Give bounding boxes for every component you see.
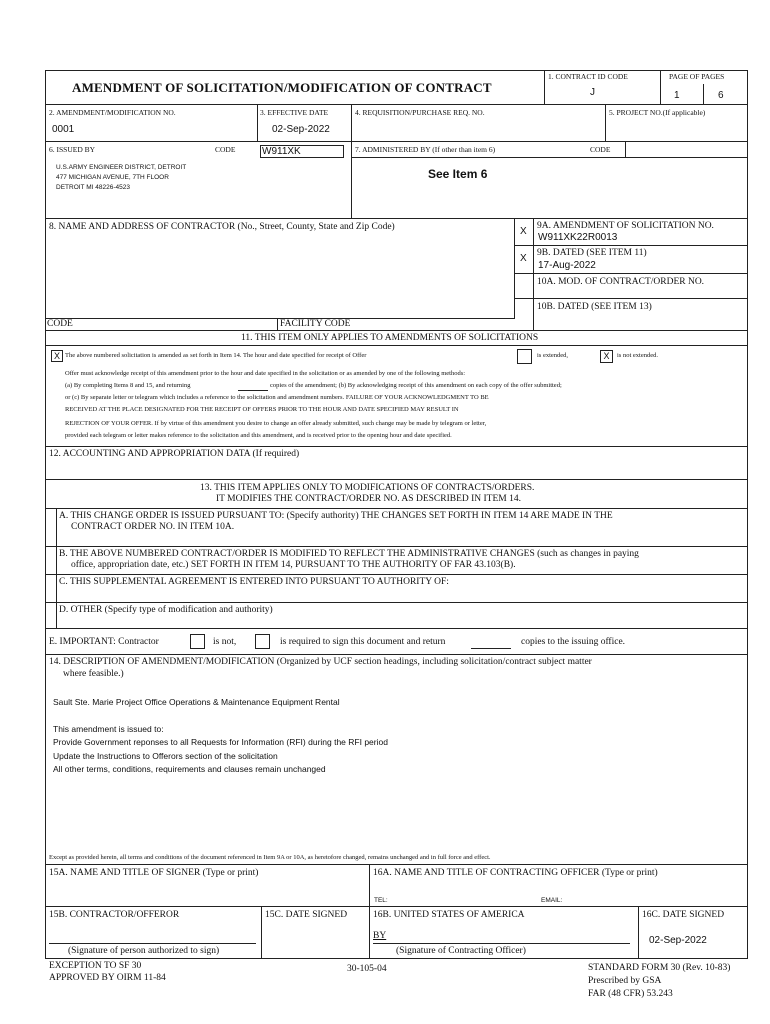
item-14-footer: Except as provided herein, all terms and conditions of the document referenced in Item 9A or 10A, as heretofore changed, remains unchanged and in full force and effect. xyxy=(49,854,491,861)
contractor-code-label: CODE xyxy=(47,319,73,329)
contract-id-value: J xyxy=(590,87,595,98)
issuer-address-line1: U.S.ARMY ENGINEER DISTRICT, DETROIT xyxy=(56,164,187,171)
amendment-no-label: 2. AMENDMENT/MODIFICATION NO. xyxy=(49,108,176,117)
contractor-address-label: 8. NAME AND ADDRESS OF CONTRACTOR (No., Street, County, State and Zip Code) xyxy=(49,222,395,232)
issuer-address-line3: DETROIT MI 48226-4523 xyxy=(56,184,130,191)
item-13b-line2: office, appropriation date, etc.) SET FORTH IN ITEM 14, PURSUANT TO THE AUTHORITY OF FAR 43.103(B). xyxy=(71,560,516,570)
item-13d: D. OTHER (Specify type of modification and authority) xyxy=(59,605,273,615)
item-11-line1: The above numbered solicitation is amended as set forth in Item 14. The hour and date specified for receipt of Offer xyxy=(65,352,367,359)
item-14-line3: Provide Government reponses to all Requests for Information (RFI) during the RFI period xyxy=(53,737,388,747)
item-11-p1: Offer must acknowledge receipt of this amendment prior to the hour and date specified in the solicitation or as amended by one of the following methods: xyxy=(65,370,466,377)
page-count: 6 xyxy=(718,90,724,101)
issued-by-code-value: W911XK xyxy=(260,145,344,158)
by-label: BY xyxy=(373,931,387,941)
issued-by-label: 6. ISSUED BY xyxy=(49,145,96,154)
page-number: 1 xyxy=(674,90,680,101)
item-9a-mark: X xyxy=(520,226,527,237)
item-11-p2b: copies of the amendment; (b) By acknowledging receipt of this amendment on each copy of the offer submitted; xyxy=(270,382,562,389)
item-11-p3: or (c) By separate letter or telegram which includes a reference to the solicitation and amendment numbers. FAILURE OF YOUR ACKNOWLEDGMENT TO BE xyxy=(65,394,489,401)
effective-date-label: 3. EFFECTIVE DATE xyxy=(260,108,329,117)
effective-date-value: 02-Sep-2022 xyxy=(272,124,330,135)
copies-label: copies to the issuing office. xyxy=(521,637,626,647)
item-9b-value: 17-Aug-2022 xyxy=(538,260,596,271)
item-10a-label: 10A. MOD. OF CONTRACT/ORDER NO. xyxy=(537,277,705,287)
item-15c-label: 15C. DATE SIGNED xyxy=(265,910,348,920)
amendment-no-value: 0001 xyxy=(52,124,75,135)
item-15a-label: 15A. NAME AND TITLE OF SIGNER (Type or print) xyxy=(49,868,259,878)
form-title: AMENDMENT OF SOLICITATION/MODIFICATION OF CONTRACT xyxy=(72,80,492,95)
officer-signature-caption: (Signature of Contracting Officer) xyxy=(396,946,526,956)
item-13-heading1: 13. THIS ITEM APPLIES ONLY TO MODIFICATIONS OF CONTRACTS/ORDERS. xyxy=(200,483,535,493)
item-11-checkbox[interactable]: X xyxy=(51,350,63,362)
item-11-p2a: (a) By completing Items 8 and 15, and returning xyxy=(65,382,191,389)
extended-label: is extended, xyxy=(537,352,569,359)
item-11-p6: provided each telegram or letter makes reference to the solicitation and this amendment, and is received prior to the opening hour and date specified. xyxy=(65,432,452,439)
project-no-label: 5. PROJECT NO.(If applicable) xyxy=(609,108,706,117)
item-e-label: E. IMPORTANT: Contractor xyxy=(49,637,159,647)
is-required-checkbox[interactable] xyxy=(255,634,270,649)
requisition-label: 4. REQUISITION/PURCHASE REQ. NO. xyxy=(355,108,485,117)
item-16c-label: 16C. DATE SIGNED xyxy=(642,910,725,920)
is-not-label: is not, xyxy=(213,637,237,647)
footer-far: FAR (48 CFR) 53.243 xyxy=(588,989,673,999)
contract-id-label: 1. CONTRACT ID CODE xyxy=(548,72,628,81)
issued-by-code-label: CODE xyxy=(215,145,236,154)
footer-approved: APPROVED BY OIRM 11-84 xyxy=(49,973,166,983)
item-12-label: 12. ACCOUNTING AND APPROPRIATION DATA (If required) xyxy=(49,449,300,459)
footer-standard-form: STANDARD FORM 30 (Rev. 10-83) xyxy=(588,963,731,973)
footer-exception: EXCEPTION TO SF 30 xyxy=(49,961,142,971)
item-13a-line2: CONTRACT ORDER NO. IN ITEM 10A. xyxy=(71,522,235,532)
item-14-line5: All other terms, conditions, requirements and clauses remain unchanged xyxy=(53,764,326,774)
not-extended-label: is not extended. xyxy=(617,352,658,359)
administered-by-value: See Item 6 xyxy=(428,167,488,181)
issuer-address-line2: 477 MICHIGAN AVENUE, 7TH FLOOR xyxy=(56,174,169,181)
date-signed-16c: 02-Sep-2022 xyxy=(649,935,707,946)
item-14-line2: This amendment is issued to: xyxy=(53,724,164,734)
footer-form-code: 30-105-04 xyxy=(347,964,387,974)
item-15b-label: 15B. CONTRACTOR/OFFEROR xyxy=(49,910,180,920)
item-9b-mark: X xyxy=(520,253,527,264)
item-14-label2: where feasible.) xyxy=(63,669,124,679)
extended-checkbox[interactable] xyxy=(517,349,532,364)
item-11-p4: RECEIVED AT THE PLACE DESIGNATED FOR THE RECEIPT OF OFFERS PRIOR TO THE HOUR AND DATE SPECIFIED MAY RESULT IN xyxy=(65,406,459,413)
is-required-label: is required to sign this document and return xyxy=(280,637,446,647)
item-13a-line1: A. THIS CHANGE ORDER IS ISSUED PURSUANT TO: (Specify authority) THE CHANGES SET FORTH IN ITEM 14 ARE MADE IN THE xyxy=(59,511,613,521)
administered-by-label: 7. ADMINISTERED BY (If other than item 6) xyxy=(355,145,496,154)
item-13b-line1: B. THE ABOVE NUMBERED CONTRACT/ORDER IS MODIFIED TO REFLECT THE ADMINISTRATIVE CHANGES (such as changes in paying xyxy=(59,549,639,559)
item-14-label1: 14. DESCRIPTION OF AMENDMENT/MODIFICATION (Organized by UCF section headings, including solicitation/contract subject matter xyxy=(49,657,592,667)
item-14-line1: Sault Ste. Marie Project Office Operations & Maintenance Equipment Rental xyxy=(53,697,340,707)
item-11-heading: 11. THIS ITEM ONLY APPLIES TO AMENDMENTS OF SOLICITATIONS xyxy=(241,333,539,343)
item-9b-label: 9B. DATED (SEE ITEM 11) xyxy=(537,248,647,258)
item-9a-label: 9A. AMENDMENT OF SOLICITATION NO. xyxy=(537,221,714,231)
item-16a-label: 16A. NAME AND TITLE OF CONTRACTING OFFICER (Type or print) xyxy=(373,868,658,878)
is-not-checkbox[interactable] xyxy=(190,634,205,649)
email-label: EMAIL: xyxy=(541,897,563,904)
footer-prescribed: Prescribed by GSA xyxy=(588,976,662,986)
item-16b-label: 16B. UNITED STATES OF AMERICA xyxy=(373,910,525,920)
item-13-heading2: IT MODIFIES THE CONTRACT/ORDER NO. AS DESCRIBED IN ITEM 14. xyxy=(216,494,521,504)
item-13c: C. THIS SUPPLEMENTAL AGREEMENT IS ENTERED INTO PURSUANT TO AUTHORITY OF: xyxy=(59,577,449,587)
not-extended-checkbox[interactable]: X xyxy=(600,350,613,363)
tel-label: TEL: xyxy=(374,897,388,904)
page-of-pages-label: PAGE OF PAGES xyxy=(669,72,725,81)
contractor-signature-caption: (Signature of person authorized to sign) xyxy=(68,946,220,956)
item-11-p5: REJECTION OF YOUR OFFER. If by virtue of this amendment you desire to change an offer already submitted, such change may be made by telegram or letter, xyxy=(65,420,487,427)
administered-code-label: CODE xyxy=(590,145,611,154)
item-14-line4: Update the Instructions to Offerors section of the solicitation xyxy=(53,751,278,761)
facility-code-label: FACILITY CODE xyxy=(280,319,351,329)
item-9a-value: W911XK22R0013 xyxy=(538,232,618,243)
item-10b-label: 10B. DATED (SEE ITEM 13) xyxy=(537,302,652,312)
